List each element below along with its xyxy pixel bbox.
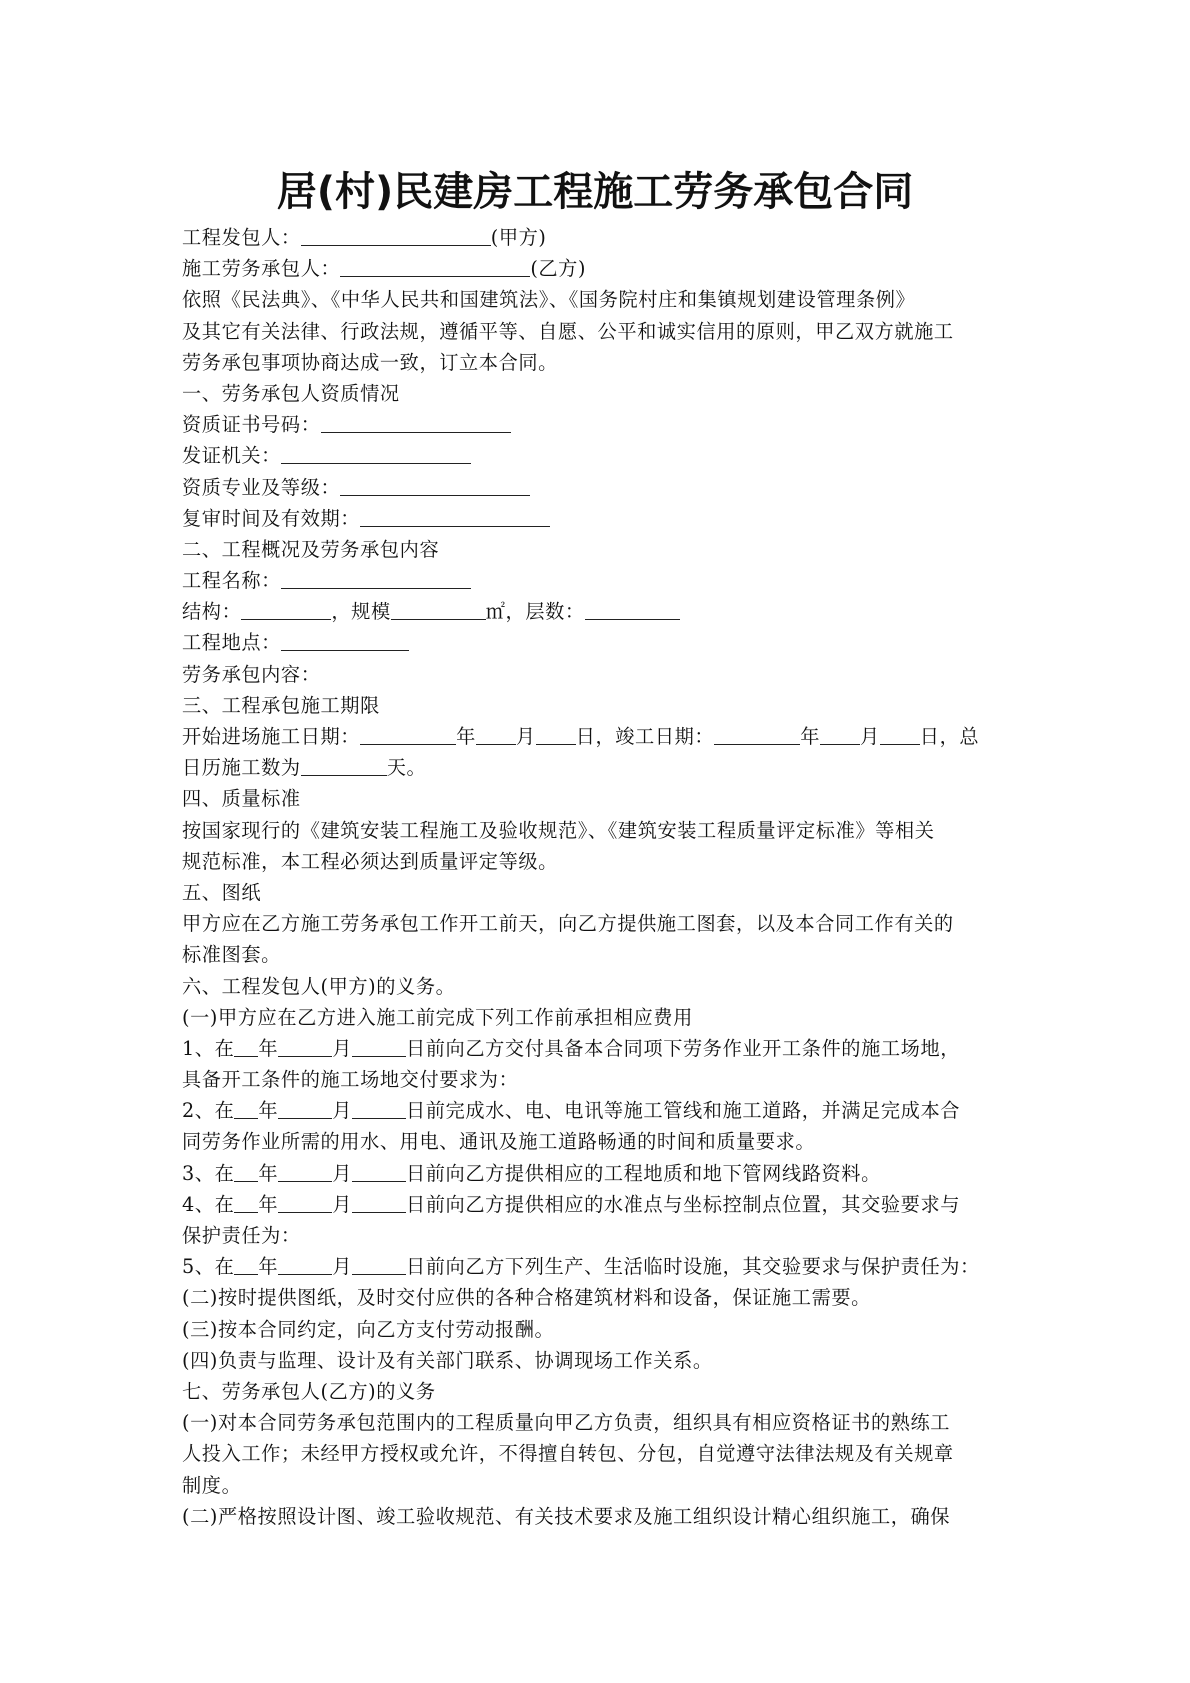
document-line — [182, 815, 1012, 846]
document-line — [182, 472, 1012, 503]
document-line — [182, 1470, 1012, 1501]
document-line — [182, 877, 1012, 908]
document-line — [182, 284, 1012, 315]
line-text: 月 — [332, 1192, 352, 1216]
fill-in-blank — [585, 599, 680, 620]
fill-in-blank — [301, 755, 387, 776]
document-line — [182, 1220, 1012, 1251]
line-text: 日前向乙方提供相应的水准点与坐标控制点位置，其交验要求与 — [405, 1192, 961, 1216]
line-text: 甲方应在乙方施工劳务承包工作开工前天，向乙方提供施工图套，以及本合同工作有关的 — [182, 912, 954, 936]
fill-in-blank — [234, 1098, 258, 1119]
line-text: 七、劳务承包人(乙方)的义务 — [182, 1379, 436, 1403]
line-text: 月 — [332, 1099, 352, 1123]
document-line — [182, 409, 1012, 440]
document-line — [182, 596, 1012, 627]
document-line — [182, 721, 1012, 752]
line-text: 工程地点： — [182, 631, 281, 655]
document-line — [182, 1501, 1012, 1532]
line-text: 资质证书号码： — [182, 413, 321, 437]
document-line — [182, 1314, 1012, 1345]
line-text: 制度。 — [182, 1473, 242, 1497]
line-text: ，规模 — [331, 600, 391, 624]
line-text: 月 — [860, 725, 880, 748]
document-line — [182, 752, 1012, 783]
line-text: (甲方) — [490, 226, 547, 249]
line-text: (乙方) — [530, 257, 587, 281]
line-text: ㎡，层数： — [485, 600, 585, 624]
line-text: 年 — [258, 1099, 279, 1123]
line-text: 1、在 — [182, 1036, 235, 1060]
line-text: 月 — [332, 1036, 352, 1060]
line-text: 四、质量标准 — [182, 787, 301, 811]
line-text: 保护责任为： — [182, 1224, 301, 1247]
fill-in-blank — [234, 1161, 258, 1182]
fill-in-blank — [281, 630, 409, 651]
fill-in-blank — [476, 724, 516, 745]
line-text: (二)严格按照设计图、竣工验收规范、有关技术要求及施工组织设计精心组织施工，确保 — [182, 1504, 951, 1528]
document-line — [182, 939, 1012, 970]
fill-in-blank — [391, 599, 486, 620]
fill-in-blank — [278, 1254, 332, 1275]
line-text: 三、工程承包施工期限 — [182, 693, 380, 717]
document-line — [182, 783, 1012, 814]
line-text: 年 — [258, 1036, 279, 1060]
line-text: 日前向乙方交付具备本合同项下劳务作业开工条件的施工场地， — [405, 1036, 961, 1060]
document-line — [182, 347, 1012, 378]
line-text: 具备开工条件的施工场地交付要求为： — [182, 1068, 519, 1092]
line-text: 日，总 — [919, 725, 980, 748]
line-text: 5、在 — [182, 1255, 235, 1279]
document-line — [182, 316, 1012, 347]
line-text: 标准图套。 — [182, 943, 281, 967]
line-text: 六、工程发包人(甲方)的义务。 — [182, 974, 456, 998]
fill-in-blank — [234, 1192, 258, 1213]
document-line — [182, 1064, 1012, 1095]
document-line — [182, 1095, 1012, 1126]
document-line — [182, 1438, 1012, 1469]
fill-in-blank — [352, 1161, 406, 1182]
fill-in-blank — [278, 1036, 332, 1057]
line-text: 结构： — [182, 600, 242, 624]
fill-in-blank — [352, 1254, 406, 1275]
line-text: 五、图纸 — [182, 880, 262, 904]
line-text: 一、劳务承包人资质情况 — [182, 381, 400, 405]
line-text: 日前向乙方提供相应的工程地质和地下管网线路资料。 — [405, 1161, 881, 1185]
line-text: 月 — [332, 1255, 352, 1279]
fill-in-blank — [281, 568, 471, 589]
document-line — [182, 565, 1012, 596]
document-line — [182, 690, 1012, 721]
document-line — [182, 1407, 1012, 1438]
document-line — [182, 440, 1012, 471]
line-text: 月 — [515, 725, 536, 748]
line-text: 人投入工作；未经甲方授权或允许，不得擅自转包、分包，自觉遵守法律法规及有关规章 — [182, 1442, 954, 1466]
document-line — [182, 1158, 1012, 1189]
fill-in-blank — [281, 443, 471, 464]
line-text: 工程名称： — [182, 569, 281, 593]
fill-in-blank — [278, 1098, 332, 1119]
document-line — [182, 253, 1012, 284]
fill-in-blank — [714, 724, 800, 745]
line-text: 劳务承包内容： — [182, 662, 321, 686]
line-text: 日前完成水、电、电讯等施工管线和施工道路，并满足完成本合 — [405, 1099, 961, 1123]
document-line — [182, 1345, 1012, 1376]
line-text: 依照《民法典》、《中华人民共和国建筑法》、《国务院村庄和集镇规划建设管理条例》 — [182, 288, 916, 312]
line-text: 按国家现行的《建筑安装工程施工及验收规范》、《建筑安装工程质量评定标准》等相关 — [182, 818, 935, 842]
line-text: 天。 — [386, 756, 427, 780]
fill-in-blank — [234, 1254, 258, 1275]
document-line — [182, 971, 1012, 1002]
document-line — [182, 1002, 1012, 1033]
fill-in-blank — [301, 225, 491, 246]
fill-in-blank — [880, 724, 920, 745]
fill-in-blank — [241, 599, 331, 620]
line-text: 同劳务作业所需的用水、用电、通讯及施工道路畅通的时间和质量要求。 — [182, 1130, 816, 1154]
line-text: 2、在 — [182, 1099, 235, 1123]
document-line — [182, 222, 1012, 253]
document-body — [182, 222, 1012, 1532]
line-text: (三)按本合同约定，向乙方支付劳动报酬。 — [182, 1317, 555, 1341]
line-text: 年 — [258, 1192, 279, 1216]
document-line — [182, 378, 1012, 409]
fill-in-blank — [360, 506, 550, 527]
line-text: 劳务承包事项协商达成一致，订立本合同。 — [182, 350, 558, 374]
line-text: 工程发包人： — [182, 226, 301, 249]
document-line — [182, 1251, 1012, 1282]
document-line — [182, 1033, 1012, 1064]
fill-in-blank — [340, 475, 530, 496]
line-text: (一)对本合同劳务承包范围内的工程质量向甲乙方负责，组织具有相应资格证书的熟练工 — [182, 1411, 951, 1435]
document-line — [182, 659, 1012, 690]
line-text: 3、在 — [182, 1161, 235, 1185]
document-line — [182, 1376, 1012, 1407]
document-line — [182, 503, 1012, 534]
document-line — [182, 1189, 1012, 1220]
fill-in-blank — [278, 1161, 332, 1182]
line-text: 开始进场施工日期： — [182, 725, 361, 748]
line-text: 年 — [456, 725, 476, 748]
fill-in-blank — [278, 1192, 332, 1213]
line-text: 年 — [258, 1161, 279, 1185]
line-text: 规范标准，本工程必须达到质量评定等级。 — [182, 849, 558, 873]
line-text: 日前向乙方下列生产、生活临时设施，其交验要求与保护责任为： — [405, 1255, 980, 1279]
line-text: 年 — [800, 725, 820, 748]
line-text: (二)按时提供图纸，及时交付应供的各种合格建筑材料和设备，保证施工需要。 — [182, 1286, 871, 1310]
fill-in-blank — [352, 1036, 406, 1057]
fill-in-blank — [536, 724, 576, 745]
line-text: 年 — [258, 1255, 279, 1279]
fill-in-blank — [360, 724, 456, 745]
document-line — [182, 1126, 1012, 1157]
line-text: 发证机关： — [182, 444, 281, 468]
fill-in-blank — [321, 412, 511, 433]
line-text: (四)负责与监理、设计及有关部门联系、协调现场工作关系。 — [182, 1348, 713, 1372]
document-line — [182, 534, 1012, 565]
line-text: (一)甲方应在乙方进入施工前完成下列工作前承担相应费用 — [182, 1005, 693, 1029]
line-text: 月 — [332, 1161, 352, 1185]
fill-in-blank — [352, 1098, 406, 1119]
document-title: 居(村)民建房工程施工劳务承包合同 — [276, 169, 914, 215]
line-text: 及其它有关法律、行政法规，遵循平等、自愿、公平和诚实信用的原则，甲乙双方就施工 — [182, 319, 954, 343]
line-text: 资质专业及等级： — [182, 475, 341, 499]
line-text: 4、在 — [182, 1192, 235, 1216]
fill-in-blank — [352, 1192, 406, 1213]
document-line — [182, 846, 1012, 877]
document-line — [182, 627, 1012, 658]
line-text: 日历施工数为 — [182, 756, 301, 780]
fill-in-blank — [234, 1036, 258, 1057]
fill-in-blank — [340, 256, 530, 277]
document-line — [182, 908, 1012, 939]
document-line — [182, 1282, 1012, 1313]
line-text: 二、工程概况及劳务承包内容 — [182, 537, 440, 561]
fill-in-blank — [820, 724, 860, 745]
line-text: 复审时间及有效期： — [182, 506, 361, 530]
line-text: 施工劳务承包人： — [182, 257, 341, 281]
line-text: 日，竣工日期： — [575, 725, 715, 748]
